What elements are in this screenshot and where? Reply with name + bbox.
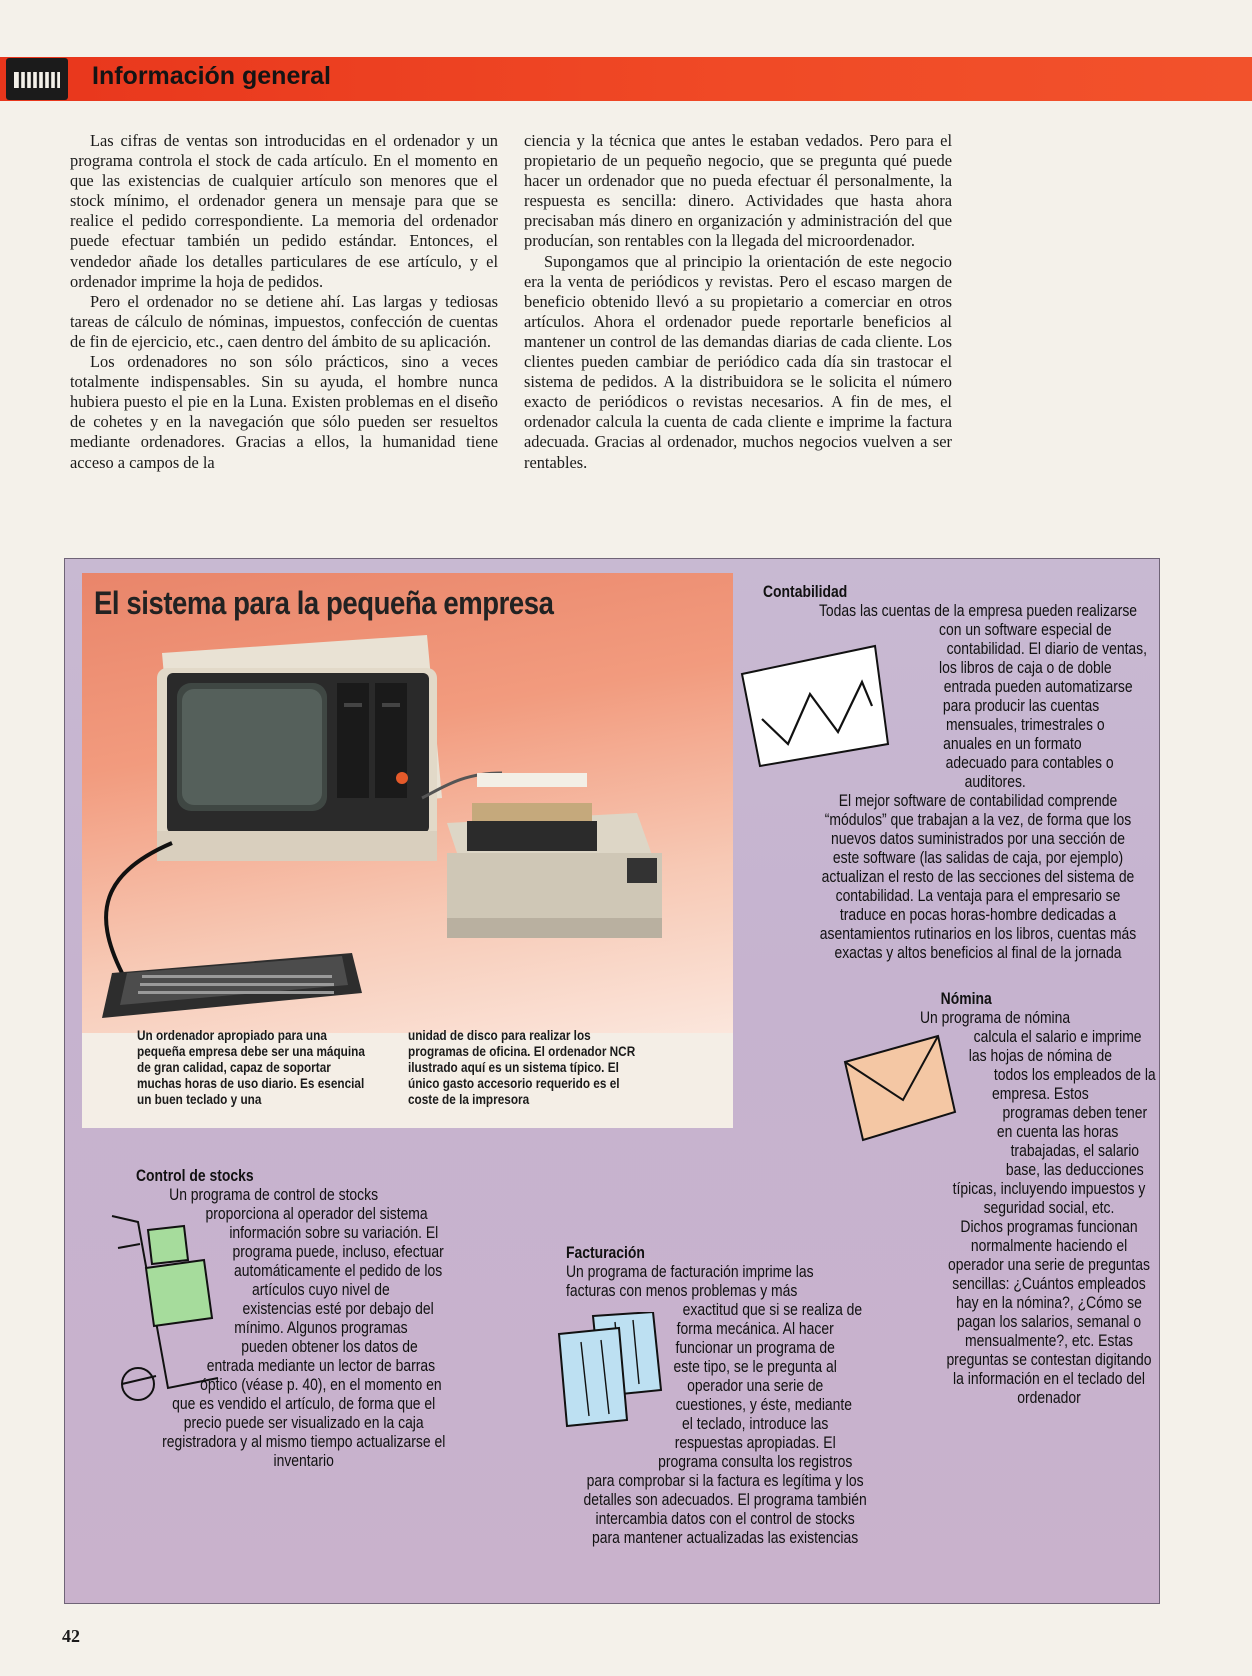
text-line: hay en la nómina?, ¿Cómo se [956,1294,1142,1313]
text-line: entrada mediante un lector de barras [206,1357,436,1376]
article-column-right [524,131,952,473]
photo-caption-right: unidad de disco para realizar los programas de oficina. El ordenador NCR ilustrado aquí es un sistema típico. El único gasto accesorio requerido es el coste de la impresora [408,1028,636,1107]
text-line: en cuenta las horas [996,1123,1119,1142]
text-line: cuestiones, y éste, mediante [675,1396,853,1415]
text-line: las hojas de nómina de [968,1047,1112,1066]
section-nomina [920,990,1178,1429]
text-line: exactas y altos beneficios al final de la jornada [834,944,1122,963]
paragraph: Supongamos que al principio la orientación de este negocio era la venta de periódicos y revistas. Pero el escaso margen de beneficio obtenido llevó a su propietario a comerciar en otros artículos. Ahora el ordenador puede reportarle beneficios al mantener un control de las demandas diarias de cada cliente. Los clientes pueden cambiar de periódico cada día sin trastocar el sistema de pedidos. A la distribuidora se le solicita el número exacto de periódicos o revistas necesarios. A fin de mes, el ordenador calcula la cuenta de cada cliente e imprime la factura adecuada. Gracias al ordenador, muchos negocios vuelven a ser rentables. [524,251,952,472]
text-line: funcionar un programa de [675,1339,835,1358]
text-line: ordenador [1017,1389,1081,1408]
panel-title: El sistema para la pequeña empresa [94,585,554,621]
text-line: precio puede ser visualizado en la caja [183,1414,424,1433]
paragraph: ciencia y la técnica que antes le estaban vedados. Pero para el propietario de un pequeño negocio, que se pregunta qué puede hacer un ordenador que no pueda efectuar él personalmente, la respuesta es sencilla: dinero. Actividades que hasta ahora precisaban más dinero en organización y administración del que producían, son rentables con la llegada del microordenador. [524,131,952,251]
text-line: empresa. Estos [992,1085,1089,1104]
text-line: automáticamente el pedido de los [233,1262,443,1281]
text-line: asentamientos rutinarios en los libros, cuentas más [819,925,1137,944]
text-line: óptico (véase p. 40), en el momento en [200,1376,442,1395]
text-line: Un programa de nómina [920,1009,1071,1028]
text-line: preguntas se contestan digitando [946,1351,1152,1370]
text-line: normalmente haciendo el [970,1237,1128,1256]
text-line: programa consulta los registros [658,1453,853,1472]
text-line: actualizan el resto de las secciones del sistema de [821,868,1135,887]
text-line: programas deben tener [1002,1104,1148,1123]
text-line: traduce en pocas horas-hombre dedicadas a [839,906,1117,925]
text-line: todos los empleados de la [993,1066,1156,1085]
text-line: información sobre su variación. El [229,1224,439,1243]
text-line: exactitud que si se realiza de [682,1301,863,1320]
text-line: con un software especial de [939,621,1112,640]
text-line: operador una serie de [687,1377,824,1396]
text-line: forma mecánica. Al hacer [676,1320,834,1339]
text-line: programa puede, incluso, efectuar [232,1243,444,1262]
text-line: seguridad social, etc. [983,1199,1115,1218]
text-line: sencillas: ¿Cuántos empleados [952,1275,1146,1294]
text-line: “módulos” que trabajan a la vez, de forma que los [824,811,1132,830]
section-heading: Facturación [566,1244,645,1262]
text-line: entrada pueden automatizarse [943,678,1133,697]
text-line: artículos cuyo nivel de [252,1281,390,1300]
text-line: anuales en un formato [943,735,1082,754]
photo-caption-left: Un ordenador apropiado para una pequeña empresa debe ser una máquina de gran calidad, capaz de soportar muchas horas de uso diario. Es esencial un buen teclado y una [137,1028,365,1107]
text-line: el teclado, introduce las [682,1415,829,1434]
text-line: Un programa de facturación imprime las [566,1263,814,1282]
page-number: 42 [62,1626,80,1646]
text-line: para mantener actualizadas las existencias [592,1529,859,1548]
computer-illustration [82,573,733,1033]
text-line: nuevos datos suministrados por una sección de [830,830,1126,849]
text-line: pagan los salarios, semanal o [956,1313,1142,1332]
text-line: Todas las cuentas de la empresa pueden realizarse [818,602,1138,621]
text-line: existencias esté por debajo del [242,1300,434,1319]
text-line: para producir las cuentas [942,697,1100,716]
paragraph: Las cifras de ventas son introducidas en el ordenador y un programa controla el stock de cada artículo. En el momento en que las existencias de cualquier artículo son menores que el stock mínimo, el ordenador genera un mensaje para que se realice el pedido correspondiente. La memoria del ordenador puede efectuar también un pedido estándar. Entonces, el vendedor añade los detalles particulares de ese artículo, y el ordenador imprime la hoja de pedidos. [70,131,498,291]
text-line: registradora y al mismo tiempo actualizarse el [162,1433,446,1452]
text-line: base, las deducciones [1005,1161,1144,1180]
text-line: inventario [273,1452,334,1471]
paragraph: Pero el ordenador no se detiene ahí. Las largas y tediosas tareas de cálculo de nóminas, impuestos, confección de cuentas de fin de ejercicio, etc., caen dentro del ámbito de su aplicación. [70,291,498,351]
text-line: respuestas apropiadas. El [674,1434,836,1453]
text-line: adecuado para contables o [945,754,1114,773]
text-line: El mejor software de contabilidad comprende [838,792,1118,811]
section-facturacion [566,1244,884,1563]
text-line: auditores. [964,773,1026,792]
section-heading: Control de stocks [136,1167,254,1185]
text-line: los libros de caja o de doble [939,659,1112,678]
text-line: facturas con menos problemas y más [566,1282,798,1301]
text-line: la información en el teclado del [953,1370,1145,1389]
keyboard-icon [6,58,68,100]
section-contabilidad [763,583,1193,1002]
text-line: este software (las salidas de caja, por ejemplo) [832,849,1124,868]
text-line: operador una serie de preguntas [947,1256,1150,1275]
text-line: mínimo. Algunos programas [234,1319,408,1338]
text-line: mensualmente?, etc. Estas [965,1332,1133,1351]
article-column-left [70,131,498,473]
text-line: detalles son adecuados. El programa también [583,1491,867,1510]
text-line: que es vendido el artículo, de forma que el [172,1395,436,1414]
text-line: mensuales, trimestrales o [945,716,1105,735]
section-heading: Nómina [940,990,992,1008]
text-line: Un programa de control de stocks [169,1186,379,1205]
text-line: contabilidad. La ventaja para el empresario se [835,887,1121,906]
text-line: calcula el salario e imprime [973,1028,1142,1047]
section-stocks [136,1167,471,1486]
computer-photo [82,573,733,1128]
text-line: trabajadas, el salario [1010,1142,1140,1161]
text-line: proporciona al operador del sistema [205,1205,428,1224]
text-line: para comprobar si la factura es legítima y los [586,1472,864,1491]
text-line: contabilidad. El diario de ventas, [946,640,1148,659]
text-line: intercambia datos con el control de stocks [595,1510,855,1529]
text-line: pueden obtener los datos de [241,1338,418,1357]
text-line: típicas, incluyendo impuestos y [952,1180,1146,1199]
paragraph: Los ordenadores no son sólo prácticos, sino a veces totalmente indispensables. Sin su ayuda, el hombre nunca hubiera puesto el pie en la Luna. Existen problemas en el diseño de cohetes y en la navegación que sólo pueden ser resueltos mediante ordenadores. Gracias a ellos, la humanidad tiene acceso a campos de la [70,352,498,472]
section-heading: Contabilidad [763,583,848,601]
section-title: Información general [92,62,331,90]
text-line: este tipo, se le pregunta al [673,1358,837,1377]
text-line: Dichos programas funcionan [960,1218,1138,1237]
